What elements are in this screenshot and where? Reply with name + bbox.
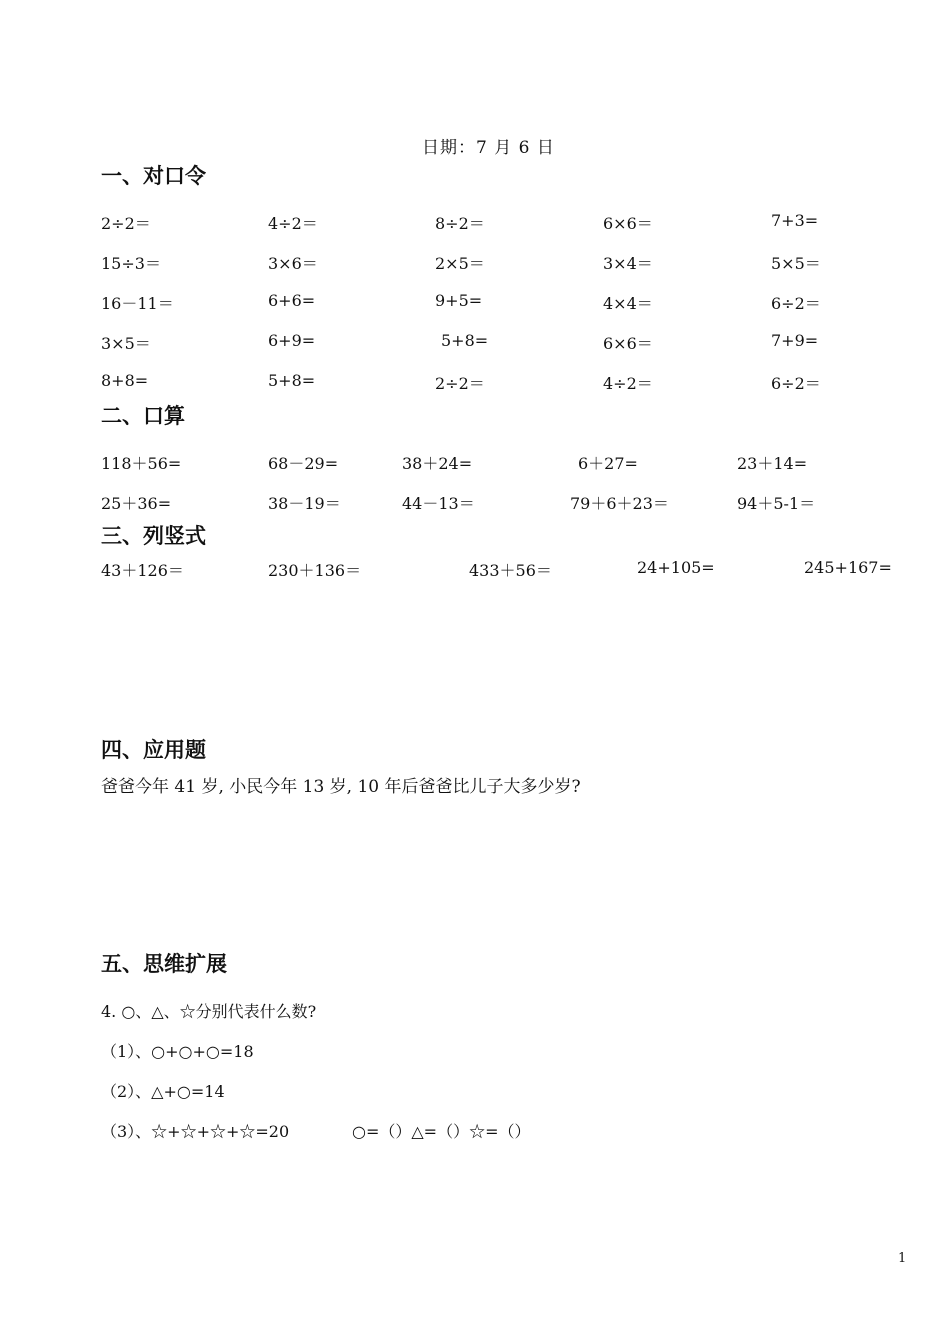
s1-cell: 5+8= — [441, 331, 489, 350]
section-3-title: 三、列竖式 — [101, 524, 206, 548]
section-1-title: 一、对口令 — [101, 164, 206, 188]
puzzle-line: （1）、○+○+○=18 — [101, 1042, 254, 1061]
section-2-title: 二、口算 — [101, 404, 185, 428]
s2-cell: 23＋14= — [737, 454, 808, 473]
puzzle-intro: 4. ○、△、☆分别代表什么数? — [101, 1002, 317, 1021]
s1-cell: 3×5＝ — [101, 334, 151, 353]
s1-cell: 7+3= — [771, 211, 819, 230]
s1-cell: 2÷2＝ — [101, 214, 151, 233]
s1-cell: 9+5= — [435, 291, 483, 310]
word-problem: 爸爸今年 41 岁, 小民今年 13 岁, 10 年后爸爸比儿子大多少岁? — [101, 777, 581, 797]
s1-cell: 6÷2＝ — [771, 374, 821, 393]
puzzle-line: （2）、△+○=14 — [101, 1082, 225, 1101]
s1-cell: 3×6＝ — [268, 254, 318, 273]
s1-cell: 3×4＝ — [603, 254, 653, 273]
date-line: 日期：7 月 6 日 — [422, 138, 555, 158]
s2-cell: 38＋24= — [402, 454, 473, 473]
s1-cell: 6+9= — [268, 331, 316, 350]
s1-cell: 2÷2＝ — [435, 374, 485, 393]
section-5-title: 五、思维扩展 — [101, 952, 227, 976]
s2-cell: 94＋5-1＝ — [737, 494, 816, 513]
page-number: 1 — [898, 1251, 907, 1266]
s1-cell: 5+8= — [268, 371, 316, 390]
s3-item: 230＋136＝ — [268, 561, 362, 580]
s2-cell: 6＋27= — [578, 454, 638, 473]
s2-cell: 44－13＝ — [402, 494, 475, 513]
s1-cell: 4×4＝ — [603, 294, 653, 313]
s2-cell: 68－29= — [268, 454, 339, 473]
s2-cell: 25＋36= — [101, 494, 172, 513]
s3-item: 245+167= — [804, 558, 892, 577]
section-4-title: 四、应用题 — [101, 738, 206, 762]
s1-cell: 8÷2＝ — [435, 214, 485, 233]
s1-cell: 7+9= — [771, 331, 819, 350]
s1-cell: 4÷2＝ — [603, 374, 653, 393]
s3-item: 43＋126＝ — [101, 561, 184, 580]
s2-cell: 38－19＝ — [268, 494, 341, 513]
puzzle-answer: ○=（）△=（）☆=（） — [352, 1122, 531, 1141]
s1-cell: 2×5＝ — [435, 254, 485, 273]
s1-cell: 6×6＝ — [603, 334, 653, 353]
s1-cell: 8+8= — [101, 371, 149, 390]
s1-cell: 15÷3＝ — [101, 254, 161, 273]
s1-cell: 6×6＝ — [603, 214, 653, 233]
s1-cell: 5×5＝ — [771, 254, 821, 273]
s1-cell: 16－11＝ — [101, 294, 174, 313]
s3-item: 24+105= — [637, 558, 715, 577]
s2-cell: 79＋6＋23＝ — [570, 494, 669, 513]
s1-cell: 4÷2＝ — [268, 214, 318, 233]
s2-cell: 118＋56= — [101, 454, 182, 473]
s1-cell: 6+6= — [268, 291, 316, 310]
puzzle-line: （3）、☆+☆+☆+☆=20 — [101, 1122, 290, 1141]
s1-cell: 6÷2＝ — [771, 294, 821, 313]
s3-item: 433＋56＝ — [469, 561, 552, 580]
